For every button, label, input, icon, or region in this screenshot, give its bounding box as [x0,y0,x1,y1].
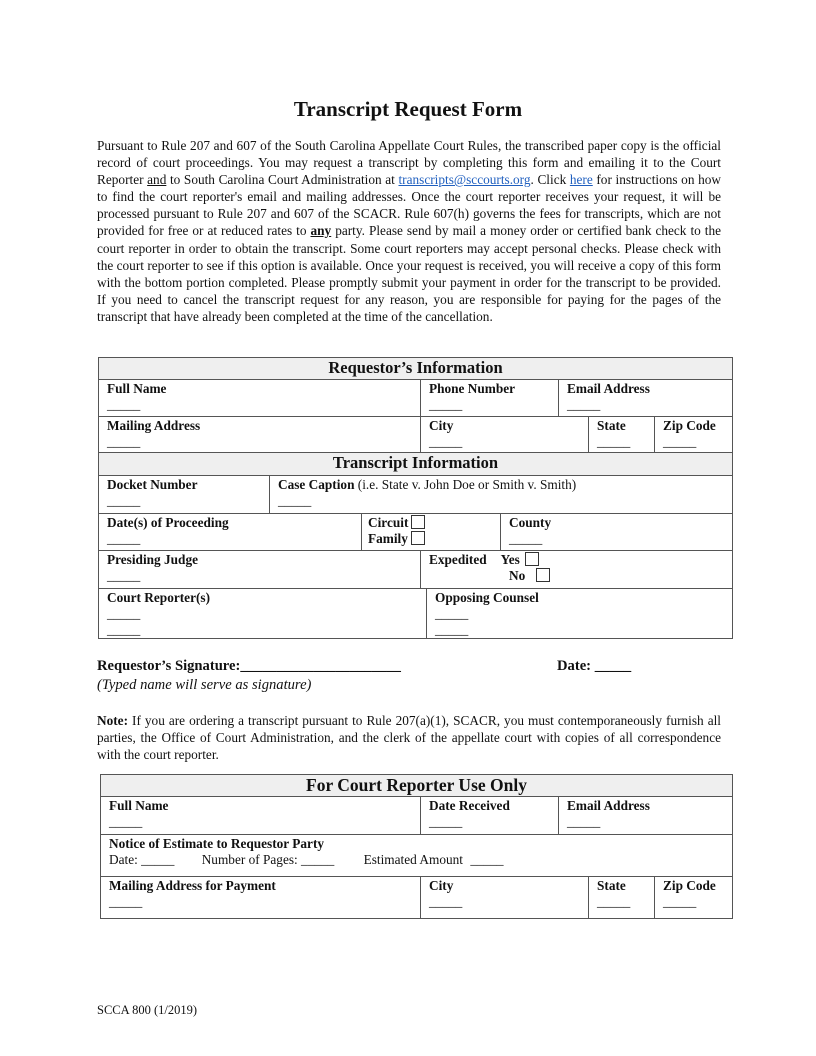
estimate-date-blank[interactable]: _____ [141,852,175,867]
expedited-field [421,551,732,589]
zip-code-field[interactable] [655,417,732,453]
field-blank[interactable]: _____ [107,606,141,621]
field-label: Mailing Address for Payment [109,878,276,893]
field-blank[interactable]: _____ [278,493,312,508]
expedited-label: Expedited [429,552,487,567]
field-blank[interactable]: _____ [107,622,141,637]
case-caption-field[interactable] [270,476,732,514]
intro-paragraph [97,137,721,325]
field-label: City [429,418,454,433]
form-code-footer: SCCA 800 (1/2019) [97,1003,198,1017]
field-blank[interactable]: _____ [429,434,463,449]
field-label: Opposing Counsel [435,590,539,605]
field-label: Full Name [109,798,169,813]
field-blank[interactable]: _____ [107,434,141,449]
field-hint: (i.e. State v. John Doe or Smith v. Smith) [354,477,577,492]
payment-zip-code-field[interactable] [655,877,732,918]
phone-number-field[interactable] [421,380,559,417]
intro-text: Pursuant to Rule 207 and 607 of the South Carolina Appellate Court Rules, the transcribed paper copy is the official record of court proceedings. You may request a transcript by completing this form and emailing it to the Court Reporter [97,138,721,188]
payment-city-field[interactable] [421,877,589,918]
field-blank[interactable]: _____ [597,894,631,909]
note-label: Note: [97,713,129,728]
reporter-email-field[interactable] [559,797,732,835]
field-blank[interactable]: _____ [107,531,141,546]
page-title: Transcript Request Form [293,97,523,121]
signature-hint: (Typed name will serve as signature) [97,677,312,693]
field-label: Case Caption [278,477,355,492]
payment-state-field[interactable] [589,877,655,918]
field-blank[interactable]: _____ [107,493,141,508]
signature-date-label: Date: [557,658,592,674]
county-field[interactable] [501,514,732,551]
note-text: If you are ordering a transcript pursuant to Rule 207(a)(1), SCACR, you must contemporaneously furnish all parties, the Office of Court Administration, and the clerk of the appellate court with copies of all correspondence with the court reporter. [97,713,721,762]
field-blank[interactable]: _____ [567,397,601,412]
estimate-pages-label: Number of Pages: [201,852,298,867]
signature-date-blank[interactable]: _____ [594,658,632,674]
note-paragraph [97,712,721,763]
intro-text: party. Please send by mail a money order or certified bank check to the court reporter in order to obtain the transcript. Some court reporters may accept personal checks. Please check with the court reporter to see if this option is available. Once your request is received, you will receive a copy of this form with the bottom portion completed. Please promptly submit your payment in order for the transcript to be provided. If you need to cancel the transcript request for any reason, you are responsible for paying for the pages of the transcript that have already been completed at the time of the cancellation. [97,223,722,324]
field-blank[interactable]: _____ [429,397,463,412]
field-label: Date(s) of Proceeding [107,515,229,530]
signature-date-field[interactable] [557,658,631,675]
field-label: Email Address [567,798,650,813]
field-label: Presiding Judge [107,552,199,567]
family-label: Family [368,531,408,546]
expedited-yes-checkbox[interactable] [525,552,539,566]
estimate-amount-label: Estimated Amount [363,852,463,867]
signature-line[interactable]: ______________________ [240,658,401,674]
field-label: State [597,878,626,893]
field-blank[interactable]: _____ [435,606,469,621]
email-link[interactable]: transcripts@sccourts.org [398,172,531,188]
here-link[interactable]: here [569,172,593,188]
intro-emphasis-any: any [310,223,332,239]
full-name-field[interactable] [99,380,421,417]
court-type-field [362,514,501,551]
field-label: Docket Number [107,477,198,492]
requestor-section-header: Requestor’s Information [99,358,732,380]
field-blank[interactable]: _____ [567,814,601,829]
estimate-pages-blank[interactable]: _____ [301,852,335,867]
signature-field[interactable] [97,658,401,675]
intro-text: for instructions on how to find the court reporter's email and mailing addresses. Once the court reporter receives your request, it will be processed pursuant to Rule 207 and 607 of the SCACR. Rule 607(h) governs the fees for transcripts, which are not provided for free or at reduced rates to [97,172,721,239]
mailing-address-field[interactable] [99,417,421,453]
field-blank[interactable]: _____ [429,894,463,909]
expedited-no-checkbox[interactable] [536,568,550,582]
field-blank[interactable]: _____ [597,434,631,449]
intro-emphasis-and: and [147,172,167,188]
field-label: Mailing Address [107,418,201,433]
estimate-amount-blank[interactable]: _____ [470,852,504,867]
court-reporters-field[interactable] [99,589,427,638]
field-blank[interactable]: _____ [107,397,141,412]
estimate-date-label: Date: [109,852,138,867]
requestor-transcript-table [98,357,733,639]
field-label: City [429,878,454,893]
state-field[interactable] [589,417,655,453]
court-reporter-use-table [100,774,733,919]
field-blank[interactable]: _____ [429,814,463,829]
email-address-field[interactable] [559,380,732,417]
field-blank[interactable]: _____ [107,568,141,583]
field-label: Full Name [107,381,167,396]
no-label: No [509,568,526,583]
field-label: Phone Number [429,381,516,396]
opposing-counsel-field[interactable] [427,589,732,638]
field-label: Email Address [567,381,650,396]
field-label: Date Received [429,798,510,813]
circuit-label: Circuit [368,515,409,530]
field-label: Court Reporter(s) [107,590,211,605]
field-blank[interactable]: _____ [509,531,543,546]
field-label: County [509,515,552,530]
field-blank[interactable]: _____ [109,894,143,909]
court-reporter-section-header: For Court Reporter Use Only [101,775,732,797]
notice-label: Notice of Estimate to Requestor Party [109,836,325,851]
field-blank[interactable]: _____ [663,894,697,909]
presiding-judge-field[interactable] [99,551,421,589]
family-checkbox[interactable] [411,531,425,545]
circuit-checkbox[interactable] [411,515,425,529]
intro-text: . Click [530,172,570,188]
date-received-field[interactable] [421,797,559,835]
reporter-full-name-field[interactable] [101,797,421,835]
signature-label: Requestor’s Signature: [97,658,241,674]
dates-of-proceeding-field[interactable] [99,514,362,551]
payment-mailing-address-field[interactable] [101,877,421,918]
field-label: State [597,418,626,433]
notice-of-estimate-field [101,835,732,877]
yes-label: Yes [500,552,520,567]
field-blank[interactable]: _____ [109,814,143,829]
intro-text: to South Carolina Court Administration at [166,172,399,188]
city-field[interactable] [421,417,589,453]
field-label: Zip Code [663,418,716,433]
transcript-section-header: Transcript Information [99,453,732,476]
docket-number-field[interactable] [99,476,270,514]
field-label: Zip Code [663,878,716,893]
field-blank[interactable]: _____ [435,622,469,637]
field-blank[interactable]: _____ [663,434,697,449]
